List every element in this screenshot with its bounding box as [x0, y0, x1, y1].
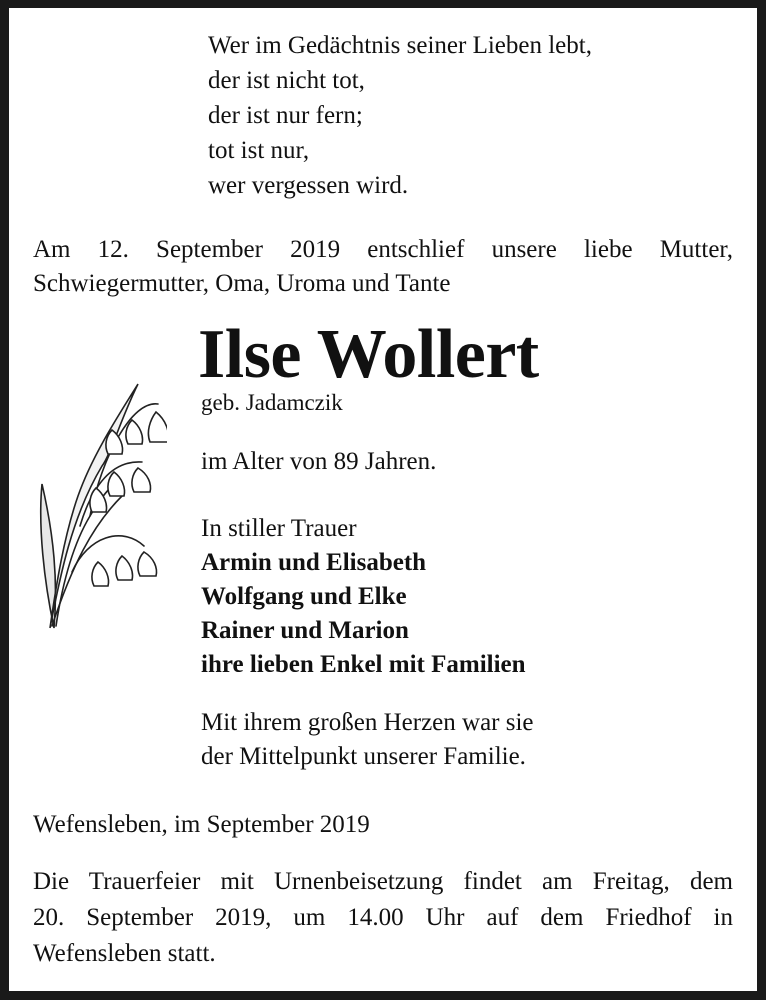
- poem-line: tot ist nur,: [208, 137, 310, 164]
- intro-line: Schwiegermutter, Oma, Uroma und Tante: [33, 270, 451, 297]
- poem: [208, 28, 592, 203]
- service-line: 20. September 2019, um 14.00 Uhr auf dem Friedhof in: [33, 904, 733, 931]
- tribute: [201, 706, 534, 774]
- poem-line: wer vergessen wird.: [208, 172, 409, 199]
- place-date: Wefensleben, im September 2019: [33, 811, 370, 838]
- poem-line: der ist nur fern;: [208, 102, 363, 129]
- tribute-line: der Mittelpunkt unserer Familie.: [201, 743, 526, 770]
- service-line: Wefensleben statt.: [33, 940, 216, 967]
- funeral-service-notice: [33, 864, 733, 972]
- poem-line: der ist nicht tot,: [208, 67, 365, 94]
- mourner-name: Wolfgang und Elke: [201, 583, 407, 610]
- mourner-name: ihre lieben Enkel mit Familien: [201, 651, 526, 678]
- poem-line: Wer im Gedächtnis seiner Lieben lebt,: [208, 32, 592, 59]
- service-line: Die Trauerfeier mit Urnenbeisetzung findet am Freitag, dem: [33, 868, 733, 895]
- mourner-name: Armin und Elisabeth: [201, 549, 427, 576]
- lily-of-the-valley-icon: [32, 376, 167, 632]
- mourners-block: [201, 512, 526, 682]
- deceased-name: Ilse Wollert: [198, 316, 539, 393]
- death-announcement: [33, 233, 733, 301]
- mourner-name: Rainer und Marion: [201, 617, 409, 644]
- tribute-line: Mit ihrem großen Herzen war sie: [201, 709, 534, 736]
- intro-line: Am 12. September 2019 entschlief unsere liebe Mutter,: [33, 236, 733, 263]
- birth-name: geb. Jadamczik: [201, 390, 343, 415]
- age-text: im Alter von 89 Jahren.: [201, 448, 437, 475]
- mourners-heading: In stiller Trauer: [201, 515, 357, 542]
